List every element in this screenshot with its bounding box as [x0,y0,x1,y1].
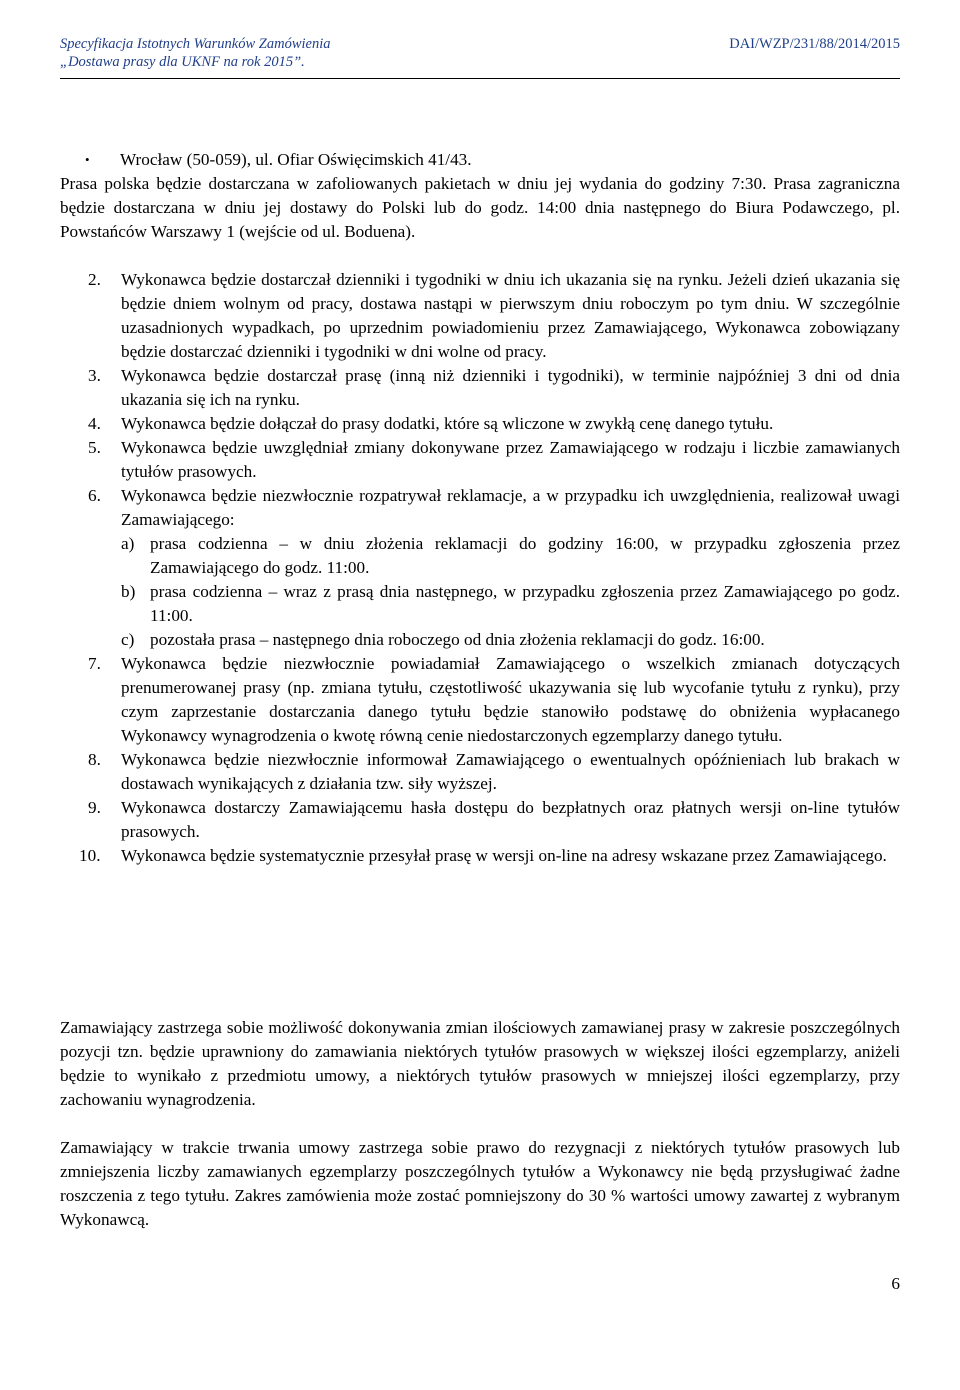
page-header [60,36,900,79]
list-item-text: Wykonawca będzie niezwłocznie informował Zamawiającego o ewentualnych opóźnieniach lub brakach w dostawach wynikających z działania tzw. siły wyższej. [121,750,900,793]
sub-list-item-text: prasa codzienna – w dniu złożenia reklamacji do godziny 16:00, w przypadku zgłoszenia przez Zamawiającego do godz. 11:00. [150,534,900,577]
list-item [60,844,900,868]
sub-list-item-text: prasa codzienna – wraz z prasą dnia następnego, w przypadku zgłoszenia przez Zamawiającego po godz. 11:00. [150,582,900,625]
bullet-text: Wrocław (50-059), ul. Ofiar Oświęcimskich 41/43. [120,150,472,169]
sub-list-item [121,532,900,580]
list-item-text: Wykonawca będzie niezwłocznie powiadamiał Zamawiającego o wszelkich zmianach dotyczących prenumerowanej prasy (np. zmiana tytułu, częstotliwość ukazywania się lub wycofanie tytułu z rynku), przy czym zaprzestanie dostarczania danego tytułu będzie stanowiło podstawę do obniżenia wypłacanego Wykonawcy wynagrodzenia o kwotę równą cenie niedostarczonych egzemplarzy danego tytułu. [121,654,900,745]
list-item-text: Wykonawca będzie uwzględniał zmiany dokonywane przez Zamawiającego w rodzaju i liczbie zamawianych tytułów prasowych. [121,438,900,481]
sub-list [121,532,900,652]
list-item [60,412,900,436]
quantity-change-paragraph: Zamawiający zastrzega sobie możliwość dokonywania zmian ilościowych zamawianej prasy w zakresie poszczególnych pozycji tzn. będzie uprawniony do zamawiania niektórych tytułów prasowych w większej ilości egzemplarzy, aniżeli będzie to wynikało z przedmiotu umowy, a niektórych tytułów prasowych w mniejszej ilości egzemplarzy, przy zachowaniu wynagrodzenia. [60,1018,900,1109]
list-item-text: Wykonawca będzie dostarczał dzienniki i tygodniki w dniu ich ukazania się na rynku. Jeżeli dzień ukazania się będzie dniem wolnym od pracy, dostawa nastąpi w pierwszym dniu roboczym po tym dniu. W szczególnie uzasadnionych wypadkach, po uprzednim powiadomieniu przez Zamawiającego, Wykonawca zobowiązany będzie dostarczać dzienniki i tygodniki w dni wolne od pracy. [121,270,900,361]
list-item [60,268,900,364]
header-title-line2: „Dostawa prasy dla UKNF na rok 2015”. [60,54,305,70]
bullet-icon: • [85,152,90,167]
list-item-number: 9. [88,798,101,817]
list-item-text: Wykonawca będzie dostarczał prasę (inną niż dzienniki i tygodniki), w terminie najpóźniej 3 dni od dnia ukazania się ich na rynku. [121,366,900,409]
sub-list-item-text: pozostała prasa – następnego dnia roboczego od dnia złożenia reklamacji do godz. 16:00. [150,630,765,649]
list-item-number: 5. [88,438,101,457]
list-item-number: 6. [88,486,101,505]
list-item [60,484,900,652]
sub-list-item-letter: c) [121,630,135,649]
list-item-text: Wykonawca dostarczy Zamawiającemu hasła dostępu do bezpłatnych oraz płatnych wersji on-line tytułów prasowych. [121,798,900,841]
resignation-paragraph: Zamawiający w trakcie trwania umowy zastrzega sobie prawo do rezygnacji z niektórych tytułów prasowych lub zmniejszenia liczby zamawianych egzemplarzy poszczególnych tytułów a Wykonawcy nie będą przysługiwać żadne roszczenia z tego tytułu. Zakres zamówienia może zostać pomniejszony do 30 % wartości umowy zawartej z wybranym Wykonawcą. [60,1138,900,1229]
numbered-list [60,268,900,868]
list-item-number: 4. [88,414,101,433]
delivery-paragraph: Prasa polska będzie dostarczana w zafoliowanych pakietach w dniu jej wydania do godziny 7:30. Prasa zagraniczna będzie dostarczana w dniu jej dostawy do Polski lub do godz. 14:00 dnia następnego do Biura Podawczego, pl. Powstańców Warszawy 1 (wejście od ul. Boduena). [60,174,900,241]
page-number: 6 [891,1274,900,1293]
sub-list-item [121,628,900,652]
header-reference: DAI/WZP/231/88/2014/2015 [729,36,900,52]
list-item [60,748,900,796]
list-item-number: 3. [88,366,101,385]
header-title-line1: Specyfikacja Istotnych Warunków Zamówienia [60,36,331,52]
list-item [60,796,900,844]
list-item-text: Wykonawca będzie niezwłocznie rozpatrywał reklamacje, a w przypadku ich uwzględnienia, realizował uwagi Zamawiającego: [121,486,900,529]
sub-list-item-letter: a) [121,534,135,553]
list-item-number: 10. [79,846,101,865]
sub-list-item-letter: b) [121,582,136,601]
list-item [60,652,900,748]
list-item-number: 2. [88,270,101,289]
list-item [60,364,900,412]
list-item-text: Wykonawca będzie dołączał do prasy dodatki, które są wliczone w zwykłą cenę danego tytułu. [121,414,774,433]
list-item-number: 7. [88,654,101,673]
list-item-number: 8. [88,750,101,769]
list-item-text: Wykonawca będzie systematycznie przesyłał prasę w wersji on-line na adresy wskazane przez Zamawiającego. [121,846,887,865]
list-item [60,436,900,484]
sub-list-item [121,580,900,628]
